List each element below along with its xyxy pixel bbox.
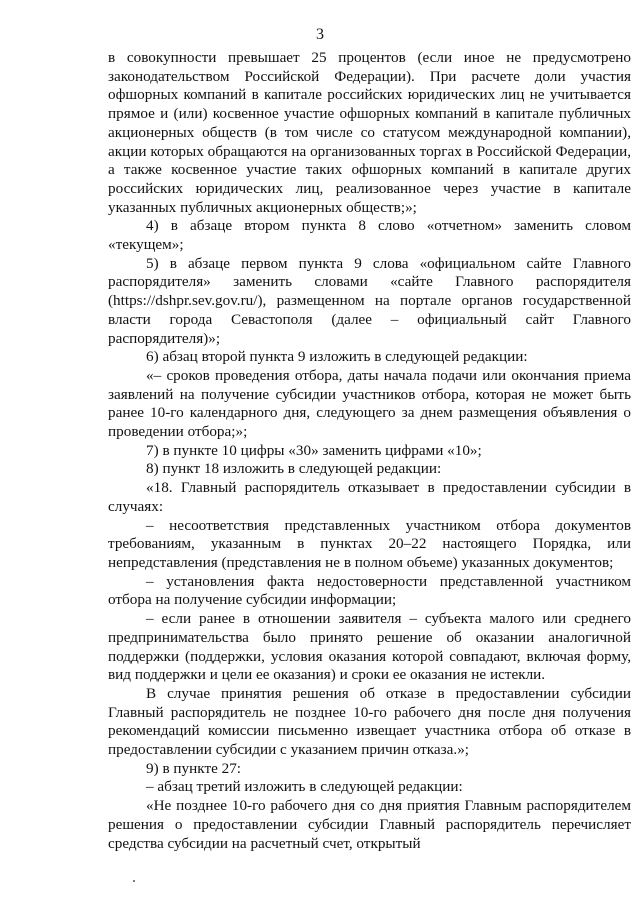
page-number: 3: [316, 26, 324, 43]
paragraph: «Не позднее 10-го рабочего дня со дня приятия Главным распорядителем решения о предоставлении субсидии Главный распорядитель перечисляет средства субсидии на расчетный счет, открытый: [108, 797, 631, 852]
paragraph: «– сроков проведения отбора, даты начала подачи или окончания приема заявлений на получение субсидии участников отбора, которая не может быть ранее 10-го календарного дня, следующего за днем размещения объявления о проведении отбора;»;: [108, 366, 631, 441]
document-body: [108, 49, 631, 853]
paragraph: 9) в пункте 27:: [146, 759, 242, 777]
paragraph: 7) в пункте 10 цифры «30» заменить цифрами «10»;: [146, 441, 482, 459]
paragraph: – установления факта недостоверности представленной участником отбора на получение субсидии информации;: [108, 572, 631, 609]
paragraph: – абзац третий изложить в следующей редакции:: [146, 778, 463, 796]
paragraph: В случае принятия решения об отказе в предоставлении субсидии Главный распорядитель не позднее 10-го рабочего дня после дня получения рекомендаций комиссии письменно извещает участника отбора об отказе в предоставлении субсидии с указанием причин отказа.»;: [108, 684, 631, 759]
scan-speck: [133, 880, 135, 882]
paragraph: 5) в абзаце первом пункта 9 слова «официальном сайте Главного распорядителя» заменить словами «сайте Главного распорядителя (https://dshpr.sev.gov.ru/), размещенном на портале органов государственной власти города Севастополя (далее – официальный сайт Главного распорядителя)»;: [108, 254, 631, 347]
paragraph: 8) пункт 18 изложить в следующей редакции:: [146, 460, 442, 478]
paragraph: – если ранее в отношении заявителя – субъекта малого или среднего предпринимательства было принято решение об оказании аналогичной поддержки (поддержки, условия оказания которой совпадают, включая форму, вид поддержки и цели ее оказания) и сроки ее оказания не истекли.: [108, 610, 631, 684]
paragraph: «18. Главный распорядитель отказывает в предоставлении субсидии в случаях:: [108, 479, 631, 515]
paragraph: в совокупности превышает 25 процентов (если иное не предусмотрено законодательством Российской Федерации). При расчете доли участия офшорных компаний в капитале российских юридических лиц не учитывается прямое и (или) косвенное участие офшорных компаний в капитале публичных акционерных обществ (в том числе со статусом международной компании), акции которых обращаются на организованных торгах в Российской Федерации, а также косвенное участие таких офшорных компаний в капитале других российских юридических лиц, реализованное через участие в капитале указанных публичных акционерных обществ;»;: [108, 49, 631, 216]
paragraph: 4) в абзаце втором пункта 8 слово «отчетном» заменить словом «текущем»;: [108, 217, 631, 254]
paragraph: 6) абзац второй пункта 9 изложить в следующей редакции:: [146, 348, 528, 366]
paragraph: – несоответствия представленных участником отбора документов требованиям, указанным в пунктах 20–22 настоящего Порядка, или непредставления (представления не в полном объеме) указанных документов;: [108, 516, 631, 571]
